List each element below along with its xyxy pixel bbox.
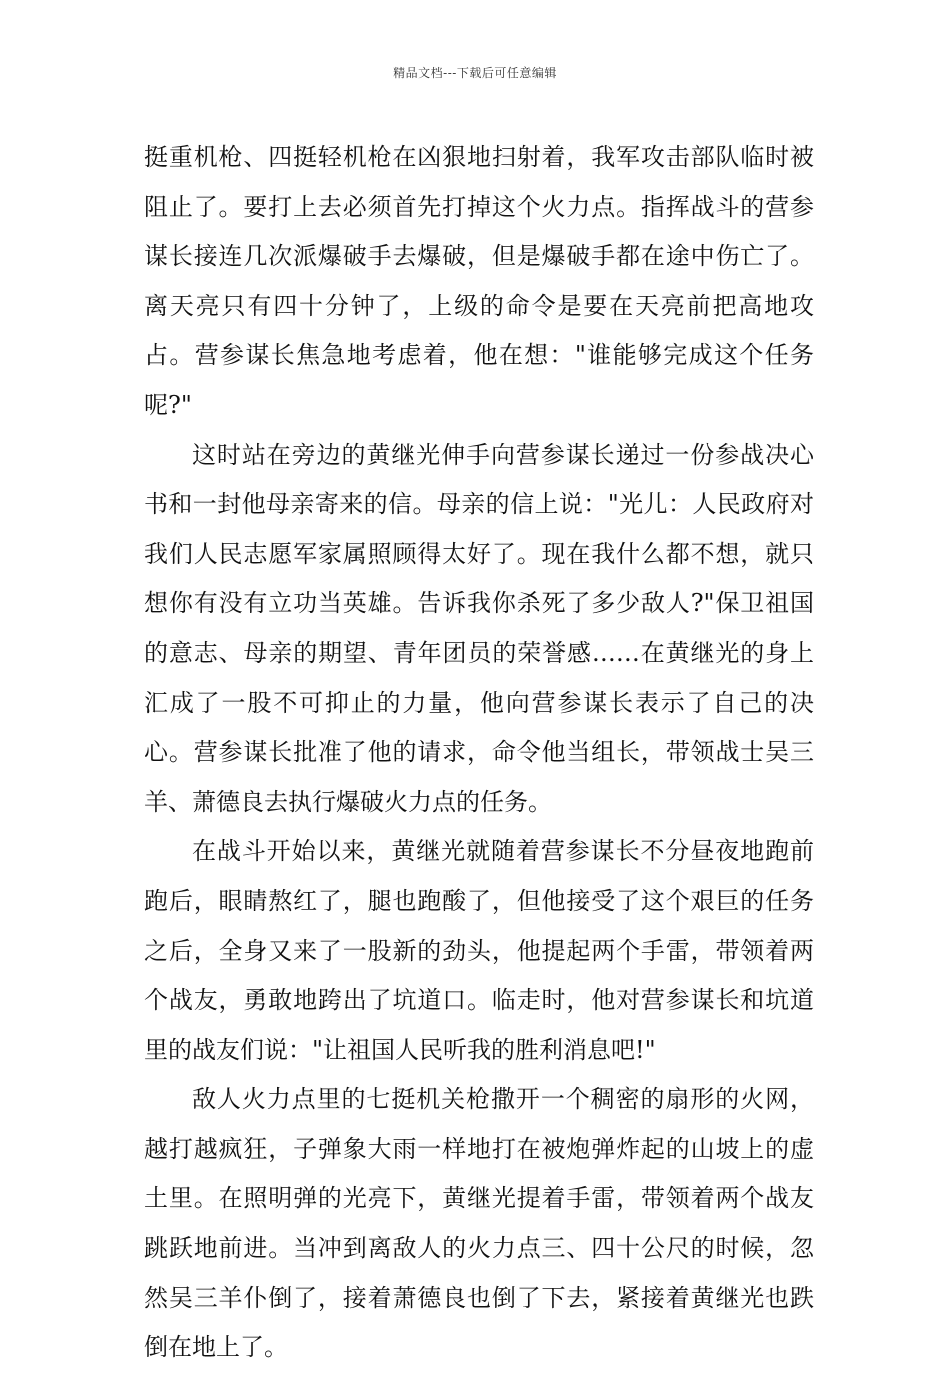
document-body: [144, 133, 814, 1373]
paragraph: 在战斗开始以来，黄继光就随着营参谋长不分昼夜地跑前跑后，眼睛熬红了，腿也跑酸了，但他接受了这个艰巨的任务之后，全身又来了一股新的劲头，他提起两个手雷，带领着两个战友，勇敢地跨出了坑道口。临走时，他对营参谋长和坑道里的战友们说："让祖国人民听我的胜利消息吧!": [144, 837, 814, 1064]
paragraph: 敌人火力点里的七挺机关枪撒开一个稠密的扇形的火网，越打越疯狂，子弹象大雨一样地打在被炮弹炸起的山坡上的虚土里。在照明弹的光亮下，黄继光提着手雷，带领着两个战友跳跃地前进。当冲到离敌人的火力点三、四十公尺的时候，忽然吴三羊仆倒了，接着萧德良也倒了下去，紧接着黄继光也跌倒在地上了。: [144, 1085, 814, 1362]
page-header: 精品文档---下载后可任意编辑: [393, 66, 557, 80]
paragraph-continuation: 挺重机枪、四挺轻机枪在凶狠地扫射着，我军攻击部队临时被阻止了。要打上去必须首先打掉这个火力点。指挥战斗的营参谋长接连几次派爆破手去爆破，但是爆破手都在途中伤亡了。离天亮只有四十分钟了，上级的命令是要在天亮前把高地攻占。营参谋长焦急地考虑着，他在想："谁能够完成这个任务呢?": [144, 143, 814, 419]
paragraph: 这时站在旁边的黄继光伸手向营参谋长递过一份参战决心书和一封他母亲寄来的信。母亲的信上说："光儿：人民政府对我们人民志愿军家属照顾得太好了。现在我什么都不想，就只想你有没有立功当英雄。告诉我你杀死了多少敌人?"保卫祖国的意志、母亲的期望、青年团员的荣誉感……在黄继光的身上汇成了一股不可抑止的力量，他向营参谋长表示了自己的决心。营参谋长批准了他的请求，命令他当组长，带领战士吴三羊、萧德良去执行爆破火力点的任务。: [144, 440, 814, 816]
